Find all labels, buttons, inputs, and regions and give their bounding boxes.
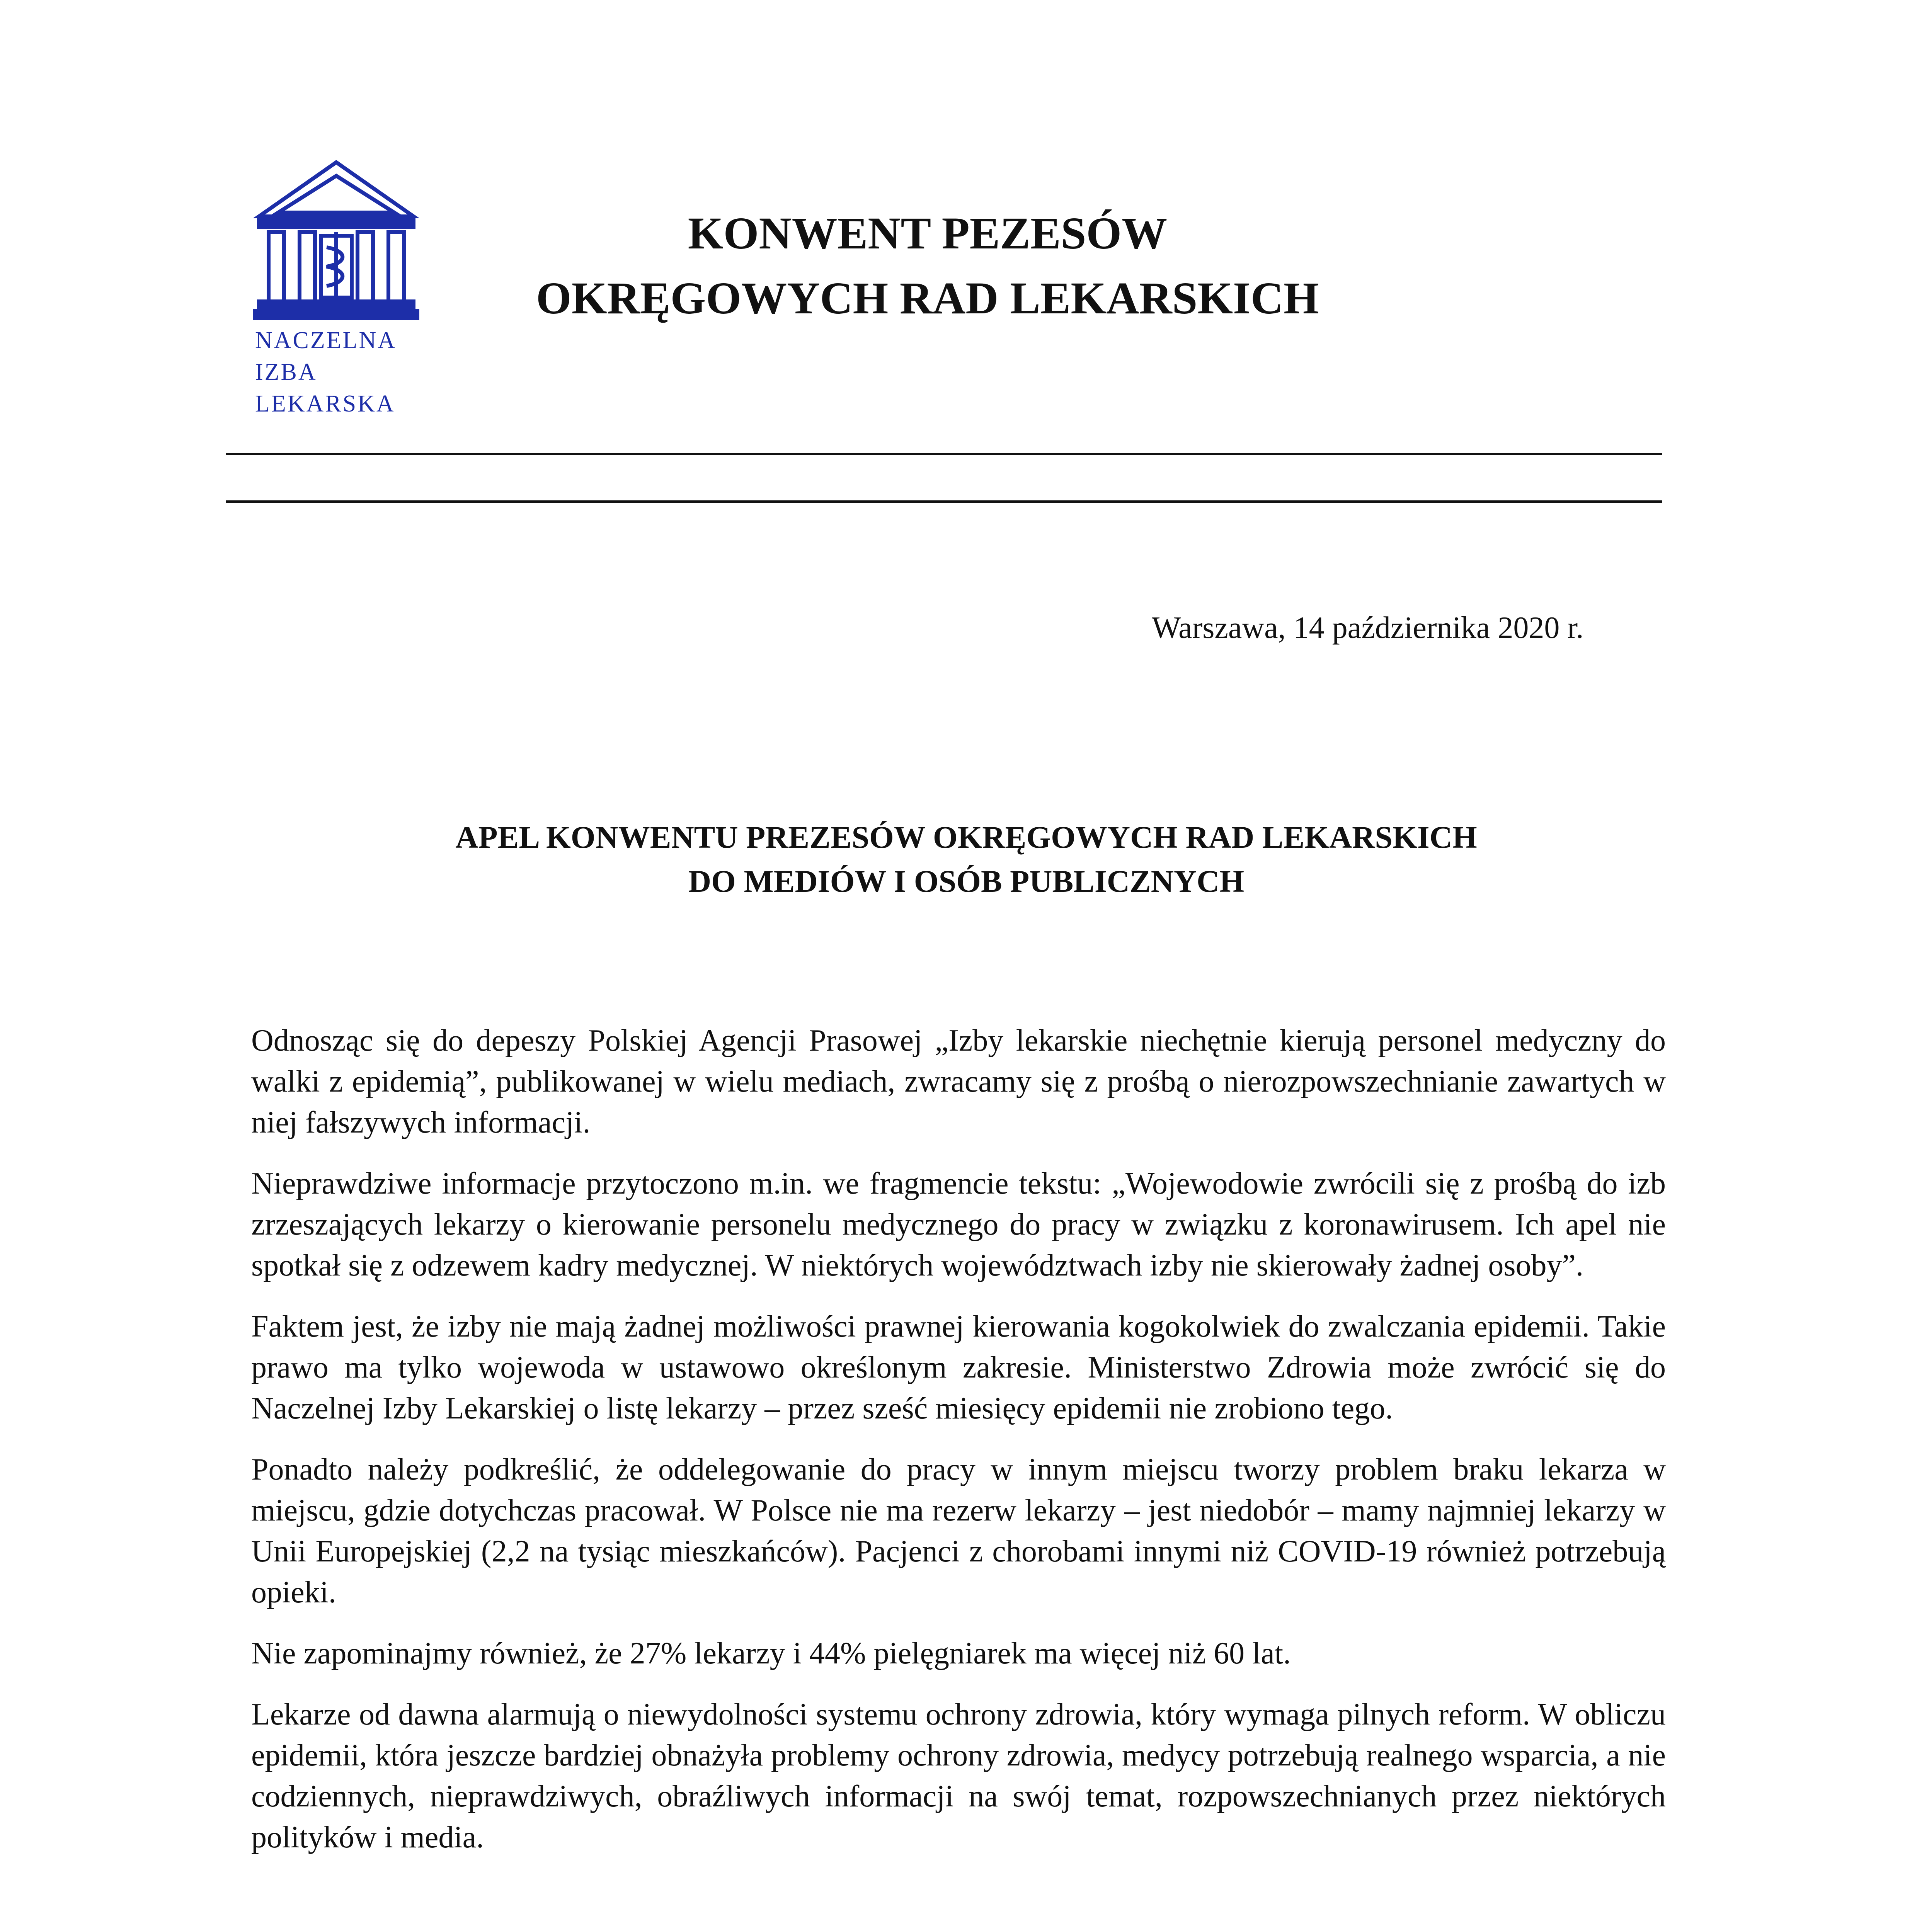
organization-title-line1: KONWENT PEZESÓW — [688, 208, 1168, 259]
temple-caduceus-icon — [247, 155, 425, 325]
letter-date: Warszawa, 14 października 2020 r. — [1152, 611, 1584, 645]
paragraph: Faktem jest, że izby nie mają żadnej możliwości prawnej kierowania kogokolwiek do zwalczania epidemii. Takie prawo ma tylko wojewoda w ustawowo określonym zakresie. Ministerstwo Zdrowia może zwrócić się do Naczelnej Izby Lekarskiej o listę lekarzy – przez sześć miesięcy epidemii nie zrobiono tego. — [251, 1310, 1666, 1425]
paragraph: Nieprawdziwe informacje przytoczono m.in. we fragmencie tekstu: „Wojewodowie zwrócili się z prośbą do izb zrzeszających lekarzy o kierowanie personelu medycznego do pracy w związku z koronawirusem. Ich apel nie spotkał się z odzewem kadry medycznej. W niektórych województwach izby nie skierowały żadnej osoby”. — [251, 1167, 1666, 1282]
appeal-title-line1: APEL KONWENTU PREZESÓW OKRĘGOWYCH RAD LEKARSKICH — [455, 820, 1477, 855]
paragraph: Lekarze od dawna alarmują o niewydolności systemu ochrony zdrowia, który wymaga pilnych reform. W obliczu epidemii, która jeszcze bardziej obnażyła problemy ochrony zdrowia, medycy potrzebują realnego wsparcia, a nie codziennych, nieprawdziwych, obraźliwych informacji na swój temat, rozpowszechnianych przez niektórych polityków i media. — [251, 1697, 1666, 1854]
paragraph: Odnosząc się do depeszy Polskiej Agencji Prasowej „Izby lekarskie niechętnie kierują personel medyczny do walki z epidemią”, publikowanej w wielu mediach, zwracamy się z prośbą o nierozpowszechnianie zawartych w niej fałszywych informacji. — [251, 1024, 1666, 1139]
header-divider-1 — [226, 453, 1662, 455]
appeal-title — [271, 815, 1662, 903]
paragraph: Nie zapominajmy również, że 27% lekarzy i 44% pielęgniarek ma więcej niż 60 lat. — [251, 1636, 1291, 1670]
naczelna-izba-lekarska-logo — [247, 155, 425, 417]
appeal-title-line2: DO MEDIÓW I OSÓB PUBLICZNYCH — [688, 864, 1245, 899]
letter-body — [251, 1020, 1666, 1878]
organization-title — [464, 201, 1391, 331]
logo-text-line1: NACZELNA — [255, 327, 397, 354]
paragraph: Ponadto należy podkreślić, że oddelegowanie do pracy w innym miejscu tworzy problem braku lekarza w miejscu, gdzie dotychczas pracował. W Polsce nie ma rezerw lekarzy – jest niedobór – mamy najmniej lekarzy w Unii Europejskiej (2,2 na tysiąc mieszkańców). Pacjenci z chorobami innymi niż COVID-19 również potrzebują opieki. — [251, 1452, 1666, 1609]
logo-text-line2: IZBA LEKARSKA — [255, 359, 395, 417]
organization-title-line2: OKRĘGOWYCH RAD LEKARSKICH — [536, 273, 1319, 323]
header-divider-2 — [226, 500, 1662, 503]
